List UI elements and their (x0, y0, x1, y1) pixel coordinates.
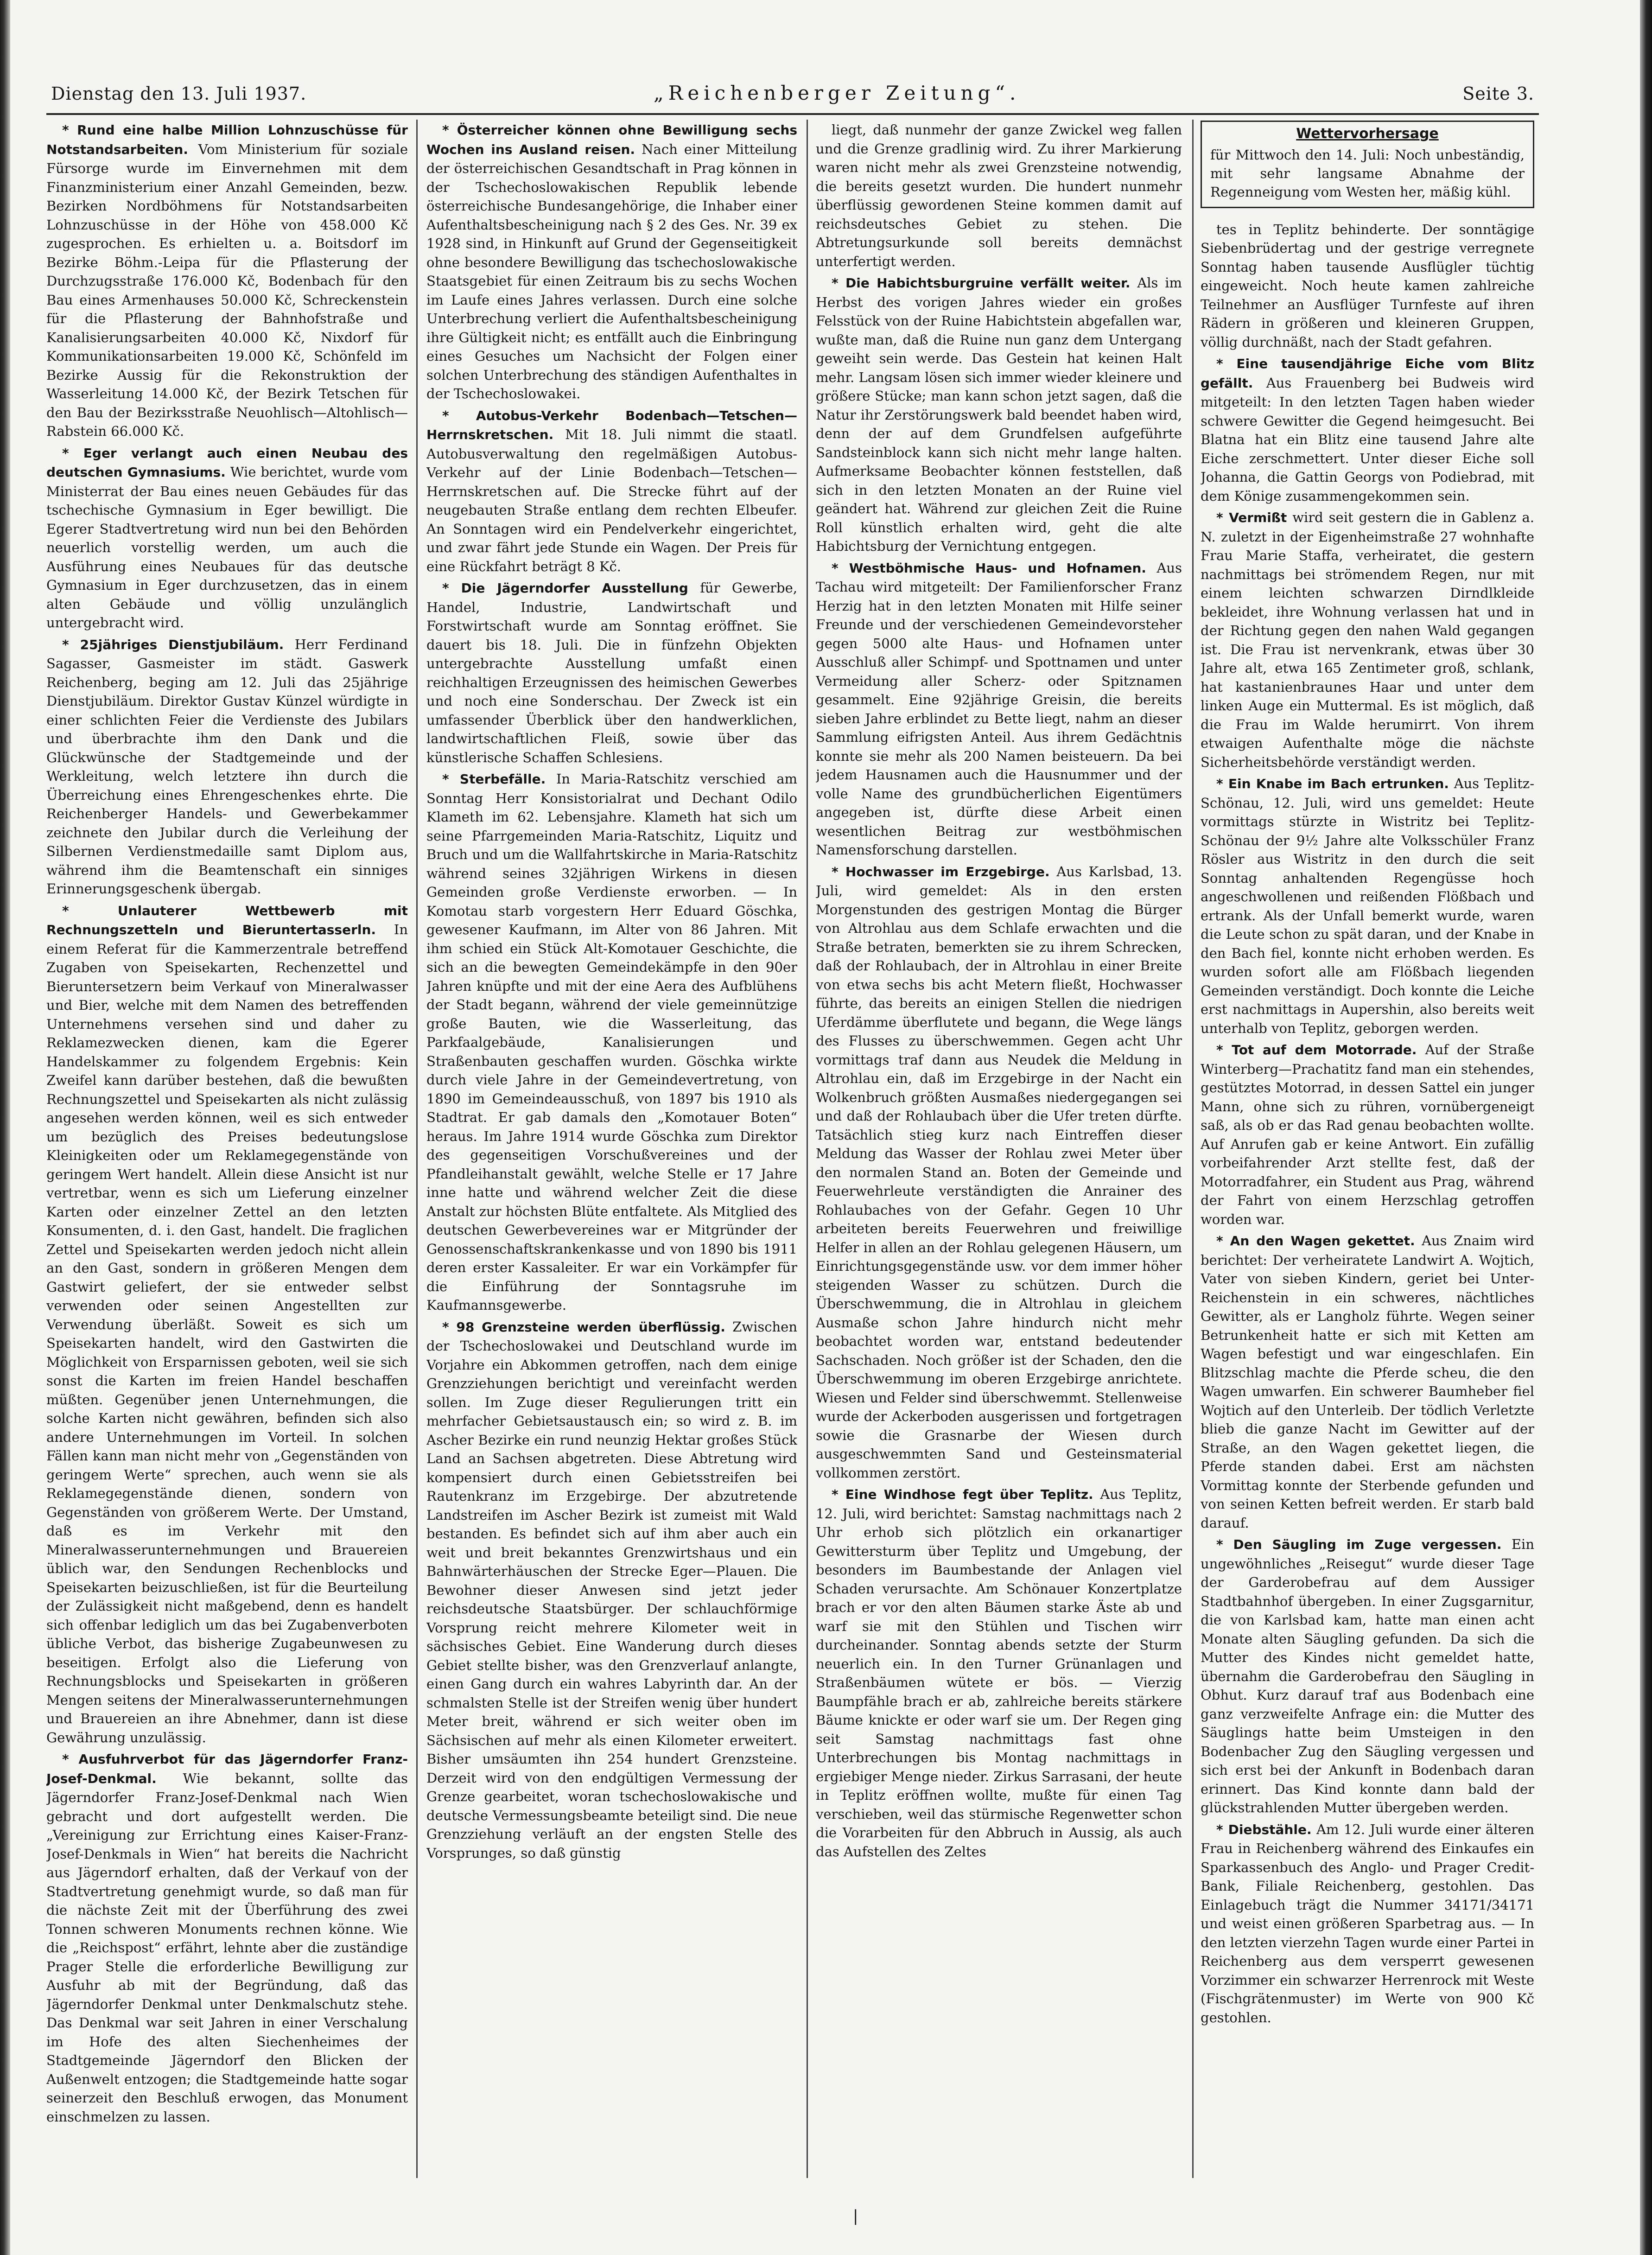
article-headline: * 98 Grenzsteine werden überflüssig. (442, 1319, 725, 1335)
article-headline: * Eine Windhose fegt über Teplitz. (832, 1487, 1093, 1502)
article (426, 121, 797, 403)
article (1201, 1040, 1534, 1229)
article-body: Aus Teplitz, 12. Juli, wird berichtet: Samstag nachmittags nach 2 Uhr erhob sich plötzlich ein orkanartiger Gewittersturm über Teplitz und Umgebung, der besonders im Baumbestande der Anlagen viel Schaden verursachte. Am Schönauer Konzertplatze brach er vor den alten Bäumen starke Äste ab und warf sie mit den Stühlen und Tischen wirr durcheinander. Sonntag abends setzte der Sturm neuerlich ein. In den Turner Grünanlagen und Straßenbäumen wütete er bös. — Vierzig Baumpfähle brach er ab, zahlreiche bereits stärkere Bäume knickte er oder warf sie um. Der Regen ging seit Samstag nachmittags fast ohne Unterbrechungen bis Montag nachmittags in ergiebiger Menge nieder. Zirkus Sarrasani, der heute in Teplitz eröffnen wollte, mußte für einen Tag verschieben, weil das stürmische Regenwetter schon die Vorarbeiten für den Abbruch in Aussig, als auch das Aufstellen des Zeltes (816, 1486, 1182, 1860)
page-right-edge (1640, 0, 1652, 2255)
article (46, 1750, 408, 2126)
article (816, 121, 1182, 271)
article-headline: * Rund eine halbe Million Lohnzuschüsse für Notstandsarbeiten. (46, 122, 408, 157)
article-body: Aus Teplitz-Schönau, 12. Juli, wird uns gemeldet: Heute vormittags stürzte in Wistritz bei Teplitz-Schönau der 9½ Jahre alte Volksschüler Franz Rösler aus Wistritz in den durch die seit Sonntag anhaltenden Regengüsse hoch angeschwollenen und reißenden Flößbach und ertrank. Als der Unfall bemerkt wurde, waren die Leute schon zu spät daran, und der Knabe in den Bach fiel, konnte nicht erhoben werden. Es wurden sofort alle am Flößbach liegenden Gemeinden verständigt. Doch konnte die Leiche erst nachmittags in Aupershin, also bereits weit unterhalb von Teplitz, geborgen werden. (1201, 776, 1534, 1036)
article-body: In einem Referat für die Kammerzentrale betreffend Zugaben von Speisekarten, Rechenzettel und Bieruntersetzern beim Verkauf von Mineralwasser und Bier, welche mit dem Namen des betreffenden Unternehmens versehen sind und daher zu Reklamezwecken dienen, kam die Egerer Handelskammer zu folgendem Ergebnis: Kein Zweifel kann darüber bestehen, daß die bewußten Rechnungszettel und Speisekarten als nicht zulässig angesehen werden können, weil es sich entweder um bezüglich des Preises bedeutungslose Kleinigkeiten oder um Reklamegegenstände von geringem Wert handelt. Allein diese Ansicht ist nur vertretbar, wenn es sich um Lieferung einzelner Karten oder einzelner Zettel an den letzten Konsumenten, d. i. den Gast, handelt. Die fraglichen Zettel und Speisekarten werden jedoch nicht allein an den Gast, sondern in größeren Mengen dem Gastwirt geliefert, der sie entweder selbst verwenden oder seinen Angestellten zur Verwendung überläßt. Soweit es sich um Speisekarten handelt, wird den Gastwirten die Möglichkeit von Ersparnissen geboten, weil sie sich sonst die Karten im freien Handel beschaffen müßten. Gegenüber jenen Unternehmungen, die solche Karten nicht gewähren, befinden sich also andere Unternehmungen im Vorteil. In solchen Fällen kann man nicht mehr von „Gegenständen von geringem Werte“ sprechen, auch wenn sie als Reklamegegenstände dienen, sondern von Gegenständen von größerem Werte. Der Umstand, daß es im Verkehr mit den Mineralwasserunternehmungen und Brauereien üblich war, den Sendungen Rechenblocks und Speisekarten beizuschließen, ist für die Beurteilung der Zulässigkeit nicht maßgebend, denn es handelt sich offenbar lediglich um das bei Zugabenverboten übliche Verbot, das bisherige Zugabeunwesen zu beseitigen. Erfolgt also die Lieferung von Rechnungsblocks und Speisekarten in größeren Mengen seitens der Mineralwasserunternehmungen und Brauereien an ihre Abnehmer, dann ist diese Gewährung unzulässig. (46, 922, 408, 1745)
article-body: Mit 18. Juli nimmt die staatl. Autobusverwaltung den regelmäßigen Autobus-Verkehr auf der Linie Bodenbach—Tetschen—Herrnskretschen auf. Die Strecke führt auf der neugebauten Straße entlang dem rechten Elbeufer. An Sonntagen wird ein Pendelverkehr eingerichtet, und zwar fährt jede Stunde ein Wagen. Der Preis für eine Rückfahrt beträgt 8 Kč. (426, 427, 797, 574)
article (1201, 774, 1534, 1038)
article-body: für Gewerbe, Handel, Industrie, Landwirtschaft und Forstwirtschaft wurde am Sonntag eröffnet. Sie dauert bis 18. Juli. Die in fünfzehn Objekten untergebrachte Ausstellung umfaßt einen reichhaltigen Erzeugnissen des heimischen Gewerbes und noch eine Sonderschau. Der Zweck ist ein umfassender Überblick über den handwerklichen, landwirtschaftlichen Fleiß, sowie über das künstlerische Schaffen Schlesiens. (426, 580, 797, 765)
column-rule (416, 120, 418, 2178)
article-body: Vom Ministerium für soziale Fürsorge wurde im Einvernehmen mit dem Finanzministerium einer Anzahl Gemeinden, bezw. Bezirken Nordböhmens für Notstandsarbeiten Lohnzuschüsse in der Höhe von 458.000 Kč zugesprochen. Es erhielten u. a. Boitsdorf im Bezirke Böhm.-Leipa für die Pflasterung der Durchzugsstraße 176.000 Kč, Bodenbach für den Bau eines Armenhauses 50.000 Kč, Schreckenstein für die Pflasterung der Bahnhofstraße und Kanalisierungsarbeiten 40.000 Kč, Nixdorf für Kommunikationsarbeiten 19.000 Kč, Schönfeld im Bezirke Aussig für die Rekonstruktion der Wasserleitung 14.000 Kč, der Bezirk Tetschen für den Bau der Bezirksstraße Neuohlisch—Altohlisch—Rabstein 66.000 Kč. (46, 141, 408, 439)
article-body: In Maria-Ratschitz verschied am Sonntag Herr Konsistorialrat und Dechant Odilo Klameth im 62. Lebensjahre. Klameth hat sich um seine Pfarrgemeinden Maria-Ratschitz, Liquitz und Bruch und um die Wallfahrtskirche in Maria-Ratschitz während seines 32jährigen Wirkens in diesen Gemeinden große Verdienste erworben. — In Komotau starb vorgestern Herr Eduard Göschka, gewesener Kaufmann, im Alter von 86 Jahren. Mit ihm schied ein Stück Alt-Komotauer Geschichte, die sich an die bewegten Gemeindekämpfe in den 90er Jahren knüpfte und mit der eine Aera des Aufblühens der Stadt begann, während der viele gemeinnützige große Bauten, wie die Wasserleitung, das Parkfaalgebäude, Kanalisierungen und Straßenbauten geschaffen wurden. Göschka wirkte durch viele Jahre in der Gemeindevertretung, von 1890 im Gemeindeausschuß, von 1897 bis 1910 als Stadtrat. Er gab damals den „Komotauer Boten“ heraus. Im Jahre 1914 wurde Göschka zum Direktor des gegenseitigen Vorschußvereines und der Pfandleihanstalt gewählt, welche Stelle er 17 Jahre inne hatte und während welcher Zeit die diese Anstalt zur höchsten Blüte entfaltete. Als Mitglied des deutschen Gewerbevereines war er Mitgründer der Genossenschaftskrankenkasse und von 1890 bis 1911 deren erster Kassaleiter. Er war ein Vorkämpfer für die Einführung der Sonntagsruhe im Kaufmannsgewerbe. (426, 771, 797, 1313)
article (426, 1318, 797, 1863)
article-headline: * Die Habichtsburgruine verfällt weiter. (832, 275, 1131, 291)
article-headline: * Diebstähle. (1216, 1822, 1312, 1837)
column-1 (46, 121, 408, 2174)
weather-forecast-box (1201, 121, 1534, 208)
column-4 (1201, 121, 1534, 2174)
article-headline: * Unlauterer Wettbewerb mit Rechnungszetteln und Bieruntertasserln. (46, 903, 408, 937)
article-headline: * Den Säugling im Zuge vergessen. (1216, 1537, 1502, 1552)
article (1201, 508, 1534, 771)
article (816, 862, 1182, 1483)
article-body: Als im Herbst des vorigen Jahres wieder ein großes Felsstück von der Ruine Habichtstein abgefallen war, wußte man, daß die Ruine nun ganz dem Untergang geweiht sein werde. Das Gestein hat keinen Halt mehr. Langsam lösen sich immer wieder kleinere und größere Stücke; man kann schon jetzt sagen, daß die Natur ihr Zerstörungswerk bald beendet haben wird, denn der auf dem Grundfelsen aufgeführte Sandsteinblock kann sich nicht mehr lange halten. Aufmerksame Beobachter können feststellen, daß sich in den letzten Monaten an der Ruine viel geändert hat. Während zur gleichen Zeit die Ruine Roll künstlich erhalten wird, geht die alte Habichtsburg der Vernichtung entgegen. (816, 275, 1182, 554)
article-body: Aus Frauenberg bei Budweis wird mitgeteilt: In den letzten Tagen haben wieder schwere Gewitter die Gegend heimgesucht. Bei Blatna hat ein Blitz eine tausend Jahre alte Eiche zerschmettert. Unter dieser Eiche soll Johanna, die Gattin Georgs von Podiebrad, mit dem Könige zusammengekommen sein. (1201, 375, 1534, 504)
article-headline: * 25jähriges Dienstjubiläum. (62, 637, 284, 652)
article-headline: * An den Wagen gekettet. (1216, 1233, 1415, 1249)
article-headline: * Die Jägerndorfer Ausstellung (442, 580, 688, 596)
masthead: „Reichenberger Zeitung“. (654, 82, 1021, 104)
column-2 (426, 121, 797, 2174)
article (816, 274, 1182, 556)
article-headline: * Hochwasser im Erzgebirge. (832, 864, 1050, 879)
column-3 (816, 121, 1182, 2174)
weather-title: Wettervorhersage (1296, 126, 1439, 142)
column-rule (1192, 120, 1194, 2178)
page-binding-edge (0, 0, 10, 2255)
article-body: liegt, daß nunmehr der ganze Zwickel weg fallen und die Grenze gradlinig wird. Zu ihrer Markierung waren nicht mehr als zwei Grenzsteine notwendig, die bereits gesetzt wurden. Die hundert nunmehr überflüssig gewordenen Steine kommen damit auf reichsdeutsches Gebiet zu stehen. Die Abtretungsurkunde soll bereits demnächst unterfertigt werden. (816, 122, 1182, 269)
article-body: wird seit gestern die in Gablenz a. N. zuletzt in der Eigenheimstraße 27 wohnhafte Frau Marie Staffa, verheiratet, die gestern nachmittags bei strömendem Regen, nur mit einem leichten schwarzen Dirndlkleide bekleidet, ihre Wohnung verlassen hat und in der Richtung gegen den nahen Wald gegangen ist. Die Frau ist nervenkrank, etwas über 30 Jahre alt, etwa 165 Zentimeter groß, schlank, hat kastanienbraunes Haar und unter dem linken Auge ein Muttermal. Es ist möglich, daß die Frau im Walde herumirrt. Von ihrem etwaigen Aufenthalte möge die nächste Sicherheitsbehörde verständigt werden. (1201, 510, 1534, 770)
article-headline: * Ein Knabe im Bach ertrunken. (1216, 776, 1449, 791)
article (816, 1485, 1182, 1861)
page-number: Seite 3. (1462, 83, 1534, 104)
article-headline: * Westböhmische Haus- und Hofnamen. (832, 560, 1146, 576)
article-body: Zwischen der Tschechoslowakei und Deutschland wurde im Vorjahre ein Abkommen getroffen, nach dem einige Grenzziehungen berichtigt und vereinfacht werden sollen. Im Zuge dieser Regulierungen tritt ein mehrfacher Gebietsaustausch ein; so wird z. B. im Ascher Bezirke ein rund neunzig Hektar großes Stück Land an Sachsen abgetreten. Diese Abtretung wird kompensiert durch einen Gebietsstreifen bei Rautenkranz im Erzgebirge. Der abzutretende Landstreifen im Ascher Bezirk ist zumeist mit Wald bestanden. Es befindet sich auf ihm aber auch ein weit und breit bekanntes Grenzwirtshaus und ein Bahnwärterhäuschen der Strecke Eger—Plauen. Die Bewohner dieser Anwesen sind jetzt jeder reichsdeutsche Staatsbürger. Der schlauchförmige Vorsprung reicht mehrere Kilometer weit in sächsisches Gebiet. Eine Wanderung durch dieses Gebiet stellte bisher, was den Grenzverlauf anlangte, einen Gang durch ein wahres Labyrinth dar. An der schmalsten Stelle ist der Streifen wenig über hundert Meter breit, während er sich weiter oben im Sächsischen auf mehr als einen Kilometer erweitert. Bisher umsäumten ihn 254 hundert Grenzsteine. Derzeit wird von den endgültigen Vermessung der Grenze gearbeitet, woran tschechoslowakische und deutsche Vermessungsbeamte beteiligt sind. Die neue Grenzziehung verläuft an der engsten Stelle des Vorsprunges, so daß günstig (426, 1319, 797, 1861)
article-body: Herr Ferdinand Sagasser, Gasmeister im städt. Gaswerk Reichenberg, beging am 12. Juli das 25jährige Dienstjubiläum. Direktor Gustav Künzel würdigte in einer schlichten Feier die Verdienste des Jubilars und überbrachte ihm den Dank und die Glückwünsche der Stadtgemeinde und der Werkleitung, welch letztere ihn durch die Überreichung eines Ehrengeschenkes ehrte. Die Reichenberger Handels- und Gewerbekammer zeichnete den Jubilar durch die Verleihung der Silbernen Verdienstmedaille samt Diplom aus, während ihm die Beamtenschaft ein sinniges Erinnerungsgeschenk übergab. (46, 636, 408, 897)
issue-date: Dienstag den 13. Juli 1937. (51, 83, 307, 104)
article (1201, 220, 1534, 352)
article-headline: * Autobus-Verkehr Bodenbach—Tetschen—Herrnskretschen. (426, 408, 797, 442)
article-body: Am 12. Juli wurde einer älteren Frau in Reichenberg während des Einkaufes ein Sparkassenbuch des Anglo- und Prager Credit-Bank, Filiale Reichenberg, gestohlen. Das Einlagebuch trägt die Nummer 34171/34171 und weist einen größeren Sparbetrag aus. — In den letzten vierzehn Tagen wurde einer Partei in Reichenberg aus dem versperrt gewesenen Vorzimmer ein schwarzer Herrenrock mit Weste (Fischgrätenmuster) im Werte von 900 Kč gestohlen. (1201, 1821, 1534, 2026)
column-4-articles (1201, 220, 1534, 2027)
article-body: tes in Teplitz behinderte. Der sonntägige Siebenbrüdertag und der gestrige verregnete Sonntag haben tausende Ausflügler tüchtig eingeweicht. Noch heute kamen zahlreiche Teilnehmer an Ausflüger Turnfeste auf ihren Rädern in größeren und kleineren Gruppen, völlig durchnäßt, nach der Stadt gefahren. (1201, 221, 1534, 350)
article (426, 406, 797, 576)
article-body: Ein ungewöhnliches „Reisegut“ wurde dieser Tage der Garderobefrau auf dem Aussiger Stadtbahnhof übergeben. In einer Zugsgarnitur, die von Karlsbad kam, hatte man einen acht Monate alten Säugling gefunden. Da sich die Mutter des Kindes nicht gemeldet hatte, übernahm die Garderobefrau den Säugling in Obhut. Kurz darauf traf aus Bodenbach eine ganz verzweifelte Anfrage ein: die Mutter des Säuglings hatte beim Umsteigen in den Bodenbacher Zug den Säugling vergessen und sich erst bei der Ankunft in Bodenbach daran erinnert. Das Kind konnte dann bald der glückstrahlenden Mutter übergeben werden. (1201, 1536, 1534, 1815)
article (46, 121, 408, 441)
article-body: Nach einer Mitteilung der österreichischen Gesandtschaft in Prag können in der Tschechoslowakischen Republik lebende österreichische Bundesangehörige, die Inhaber einer Aufenthaltsbescheinigung nach § 2 des Ges. Nr. 39 ex 1928 sind, in Hinkunft auf Grund der Gegenseitigkeit ohne besondere Bewilligung das tschechoslowakische Staatsgebiet für einen Zeitraum bis zu sechs Wochen im Laufe eines Jahres verlassen. Durch eine solche Unterbrechung verliert die Aufenthaltsbescheinigung ihre Gültigkeit nicht; es entfällt auch die Einbringung eines Gesuches um Nachsicht der Folgen einer solchen Unterbrechung des ständigen Aufenthaltes in der Tschechoslowakei. (426, 141, 797, 401)
article-headline: * Eine tausendjährige Eiche vom Blitz gefällt. (1201, 356, 1534, 391)
article (46, 901, 408, 1747)
article (1201, 1820, 1534, 2027)
header-rule (46, 113, 1539, 115)
article-headline: * Vermißt (1216, 510, 1287, 525)
page-footer-mark: | (853, 2207, 858, 2225)
article-body: Aus Karlsbad, 13. Juli, wird gemeldet: Als in den ersten Morgenstunden des gestrigen Montag die Bürger von Altrohlau aus dem Schlafe erwachten und die Straße betraten, bemerkten sie zu ihrem Schrecken, daß der Rohlaubach, der in Altrohlau in einer Breite von etwa sechs bis acht Metern fließt, Hochwasser führte, das bereits an einigen Stellen die niedrigen Uferdämme überflutete und begann, die Wege längs des Flusses zu überschwemmen. Gegen acht Uhr vormittags traf dann aus Neudek die Meldung in Altrohlau ein, daß im Erzgebirge in der Nacht ein Wolkenbruch größten Ausmaßes niedergegangen sei und daß der Rohlaubach über die Ufer treten dürfte. Tatsächlich stieg kurz nach Eintreffen dieser Meldung das Wasser der Rohlau zwei Meter über den normalen Stand an. Boten der Gemeinde und Feuerwehrleute verständigten die Anrainer des Rohlaubaches von der Gefahr. Gegen 10 Uhr arbeiteten bereits Feuerwehren und freiwillige Helfer in allen an der Rohlau gelegenen Häusern, um Einrichtungsgegenstände usw. vor dem immer höher steigenden Wasser zu schützen. Durch die Überschwemmung, die in Altrohlau in gleichem Ausmaße schon Jahre hindurch nicht mehr beobachtet worden war, entstand bedeutender Sachschaden. Noch größer ist der Schaden, den die Überschwemmung im oberen Erzgebirge anrichtete. Wiesen und Felder sind überschwemmt. Stellenweise wurde der Ackerboden ausgerissen und fortgetragen sowie die Grasnarbe der Wiesen durch ausgeschwemmten Sand und Gesteinsmaterial vollkommen zerstört. (816, 863, 1182, 1481)
article (46, 444, 408, 632)
page-header (51, 79, 1534, 111)
article-body: Auf der Straße Winterberg—Prachatitz fand man ein stehendes, gestütztes Motorrad, in dessen Sattel ein junger Mann, ohne sich zu rühren, vornübergeneigt saß, als ob er das Rad genau beobachten wollte. Auf Anrufen gab er keine Antwort. Ein zufällig vorbeifahrender Arzt stellte fest, daß der Motorradfahrer, ein Student aus Prag, während der Fahrt von einem Herzschlag getroffen worden war. (1201, 1042, 1534, 1227)
article-body: Wie bekannt, sollte das Jägerndorfer Franz-Josef-Denkmal nach Wien gebracht und dort aufgestellt werden. Die „Vereinigung zur Errichtung eines Kaiser-Franz-Josef-Denkmals in Wien“ hat bereits die Nachricht aus Jägerndorf erhalten, daß der Verkauf von der Stadtvertretung genehmigt wurde, so daß man für die nächste Zeit mit der Überführung des zwei Tonnen schweren Monuments rechnen könne. Wie die „Reichspost“ erfährt, lehnte aber die zuständige Prager Stelle die erforderliche Bewilligung zur Ausfuhr ab mit der Begründung, daß das Jägerndorfer Denkmal unter Denkmalschutz stehe. Das Denkmal war seit Jahren in einer Verschalung im Hofe des alten Siechenheimes der Stadtgemeinde Jägerndorf den Blicken der Außenwelt entzogen; die Stadtgemeinde hatte sogar seinerzeit den Beschluß erwogen, das Monument einschmelzen zu lassen. (46, 1770, 408, 2125)
article-body: Wie berichtet, wurde vom Ministerrat der Bau eines neuen Gebäudes für das tschechische Gymnasium in Eger bewilligt. Die Egerer Stadtvertretung wird nun bei den Behörden neuerlich vorstellig werden, um auch die Ausführung eines Neubaues für das deutsche Gymnasium in Eger durchzusetzen, das in einem alten Gebäude und völlig unzulänglich untergebracht wird. (46, 464, 408, 631)
article (1201, 1231, 1534, 1532)
article (426, 579, 797, 767)
article-headline: * Sterbefälle. (442, 771, 546, 787)
weather-text: für Mittwoch den 14. Juli: Noch unbeständig, mit sehr langsame Abnahme der Regenneigung vom Westen her, mäßig kühl. (1210, 147, 1525, 200)
article-headline: * Österreicher können ohne Bewilligung sechs Wochen ins Ausland reisen. (426, 122, 797, 157)
article (1201, 1535, 1534, 1817)
article-body: Aus Znaim wird berichtet: Der verheiratete Landwirt A. Wojtich, Vater von sieben Kindern, geriet bei Unter-Reichenstein in ein schweres, nächtliches Gewitter, als er Langholz führte. Wegen seiner Betrunkenheit hatte er sich mit Ketten am Wagen befestigt und war eingeschlafen. Ein Blitzschlag machte die Pferde scheu, die den Wagen umwarfen. Ein schwerer Baumheber fiel Wojtich auf den Unterleib. Der tödlich Verletzte blieb die ganze Nacht im Gewitter auf der Straße, an den Wagen gekettet liegen, die Pferde standen dabei. Erst am nächsten Vormittag konnte der Sterbende gefunden und von seinen Ketten befreit werden. Er starb bald darauf. (1201, 1233, 1534, 1531)
article-headline: * Tot auf dem Motorrade. (1216, 1042, 1417, 1057)
article-headline: * Ausfuhrverbot für das Jägerndorfer Franz-Josef-Denkmal. (46, 1752, 408, 1786)
article (46, 635, 408, 898)
column-rule (807, 120, 808, 2178)
article-body: Aus Tachau wird mitgeteilt: Der Familienforscher Franz Herzig hat in den letzten Monaten mit Hilfe seiner Freunde und der verschiedenen Gemeindevorsteher gegen 5000 alte Haus- und Hofnamen unter Ausschluß aller Schimpf- und Spottnamen und unter Vermeidung aller Scherz- oder Spitznamen gesammelt. Eine 92jährige Greisin, die bereits sieben Jahre erblindet zu Bette liegt, nahm an dieser Sammlung eifrigsten Anteil. Aus ihrem Gedächtnis konnte sie mehr als 200 Namen beisteuern. Da bei jedem Hausnamen auch die Hausnummer und der volle Name des grundbücherlichen Eigentümers angegeben ist, dürfte diese Arbeit einen wesentlichen Beitrag zur westböhmischen Namensforschung darstellen. (816, 560, 1182, 858)
article (1201, 354, 1534, 505)
article (816, 559, 1182, 860)
article (426, 770, 797, 1315)
article-headline: * Eger verlangt auch einen Neubau des deutschen Gymnasiums. (46, 445, 408, 480)
